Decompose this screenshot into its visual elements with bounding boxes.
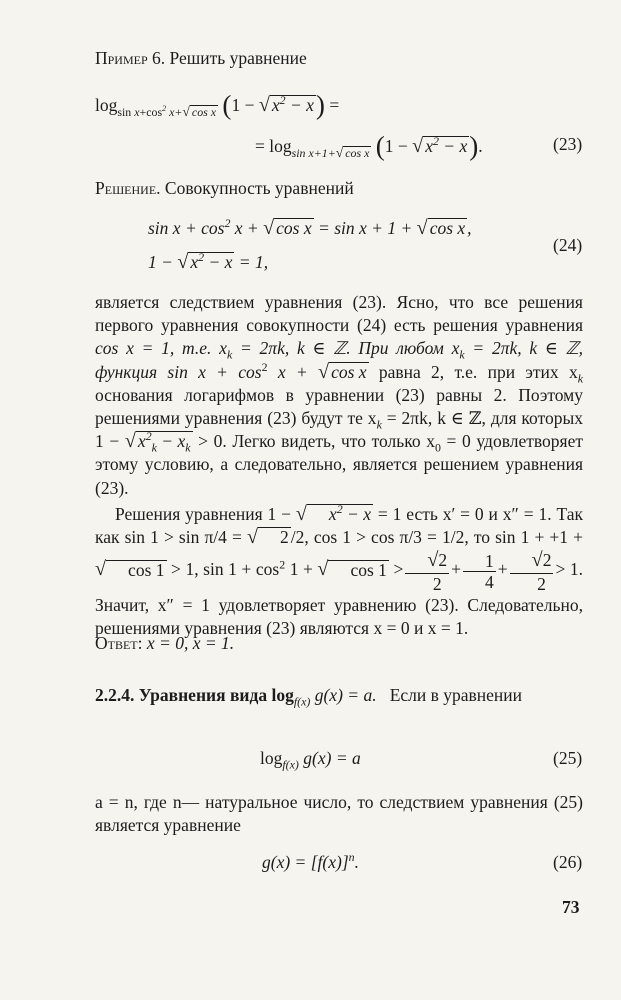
example-label: Пример 6.	[95, 48, 166, 68]
answer-value: x = 0, x = 1.	[146, 633, 235, 653]
equation-23-number: (23)	[553, 134, 583, 154]
paragraph-2: Решения уравнения 1 − √ $x^2 - x = 1$ есть x′ = 0 и x″ = 1. Так как sin 1 > sin π/4 = √ 2 /2, cos 1 > cos π/3 = 1/2, то sin 1 + +1 + √ cos 1 > 1, $\sin 1 + \cos^2 1$ + √ cos 1 > $\frac{√2}{2}$ + $\frac{1}{4}$ + $\frac{√2}{2}$ > 1. Значит, x″ = 1 удовлетворяет уравнению (23). Следовательно, решениями уравнения (23) являются x = 0 и x = 1.	[95, 502, 584, 638]
equation-24-line-2: 1 − √ $x^2 - x = 1$,	[148, 250, 269, 273]
equation-23-line-2: = $\log_{sin x+1+√ cos x} (1$ − √ $x^2 - x$).	[255, 131, 483, 161]
fraction-sqrt2-over-2-b: $\frac{√2}{2}$	[510, 549, 554, 593]
solution-label: Решение.	[95, 178, 161, 198]
example-text: Решить уравнение	[169, 48, 307, 68]
solution-heading	[95, 178, 354, 199]
equation-24-number: (24)	[553, 235, 583, 255]
equation-25: $\log_{f(x)} g(x) = a$	[260, 748, 361, 772]
equation-26: $g(x) = [f(x)]^n$.	[262, 850, 359, 872]
equation-24-line-1: $\sin x + \cos^2 x$ + √ cos x = sin x + 1 + √ cos x ,	[148, 216, 472, 239]
fraction-1-over-4: $\frac{1}{4}$	[463, 551, 496, 592]
solution-text: Совокупность уравнений	[164, 178, 354, 198]
answer	[95, 633, 234, 654]
page-number: 73	[562, 897, 580, 917]
answer-label: Ответ:	[95, 633, 143, 653]
section-heading: 2.2.4. Уравнения вида $\log_{f(x)} g(x) = a$. Если в уравнении	[95, 685, 523, 709]
paragraph-1: является следствием уравнения (23). Ясно, что все решения первого уравнения совокупности (24) есть решения уравнения cos x = 1, т.е. $x_k = 2\pi k$, k ∈ ℤ. При любом $x_k = 2\pi k$, k ∈ ℤ, функция $\sin x + \cos^2 x$ + √ cos x равна 2, т.е. при этих $x_k$ основания логарифмов в уравнении (23) равны 2. Поэтому решениями уравнения (23) будут те $x_k = 2\pi k$, k ∈ ℤ, для которых 1 − √ $x^2_k - x_k > 0$. Легко видеть, что только $x_0 = 0$ удовлетворяет этому условию, а следовательно, является решением уравнения (23).	[95, 292, 583, 498]
equation-25-number: (25)	[553, 748, 583, 768]
fraction-sqrt2-over-2: $\frac{√2}{2}$	[405, 549, 449, 593]
paragraph-3: a = n, где n— натуральное число, то следствием уравнения (25) является уравнение	[95, 792, 583, 836]
equation-26-number: (26)	[553, 852, 583, 872]
equation-23-line-1: $\log_{sin x+cos^2 x+√ cos x} (1$ − √ $x^2 - x$) =	[95, 90, 340, 120]
example-heading	[95, 48, 307, 69]
